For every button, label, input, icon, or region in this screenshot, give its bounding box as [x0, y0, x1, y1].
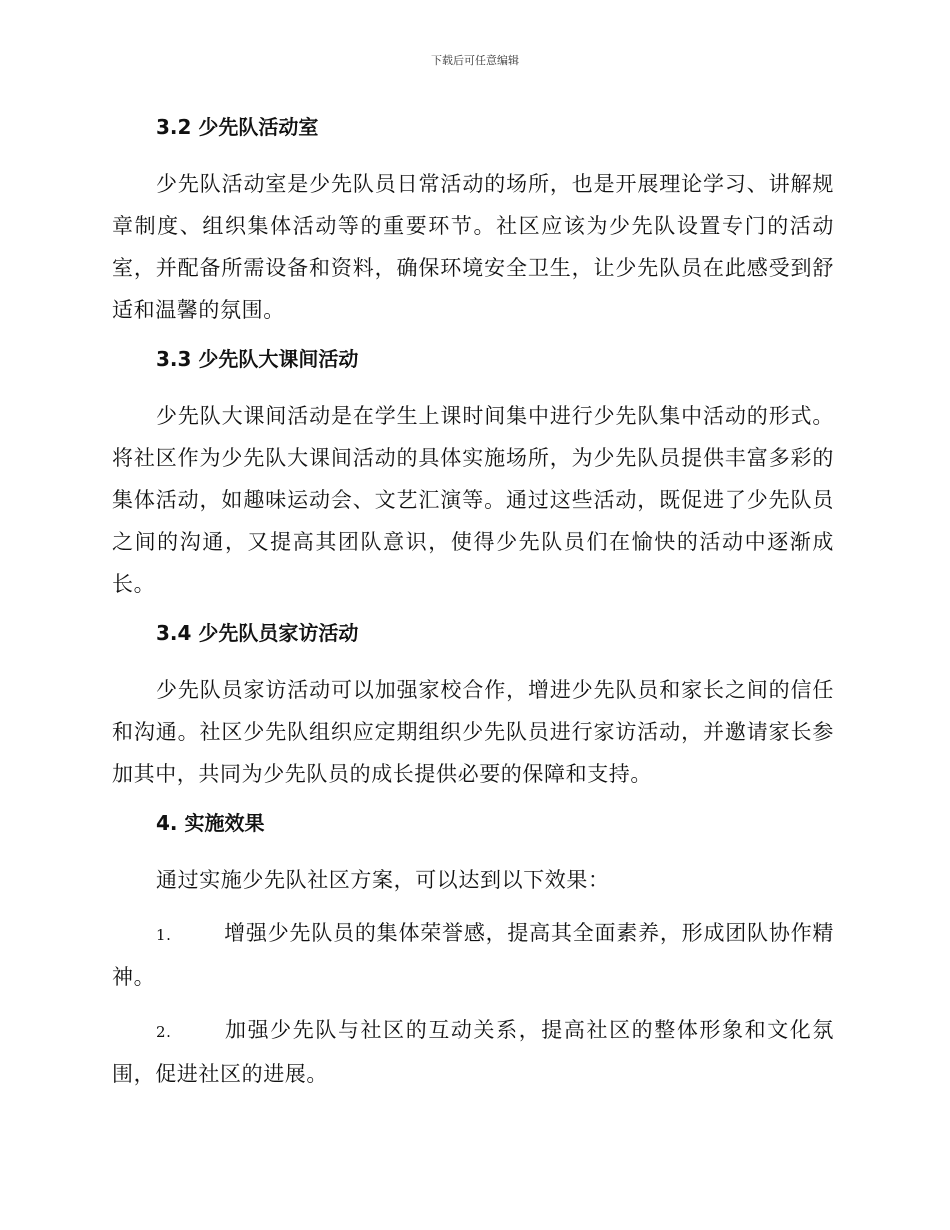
- effect-text: 加强少先队与社区的互动关系，提高社区的整体形象和文化氛围，促进社区的进展。: [112, 1018, 834, 1086]
- section-paragraph-4: 通过实施少先队社区方案，可以达到以下效果：: [156, 868, 610, 892]
- section-paragraph-3-4: 少先队员家访活动可以加强家校合作，增进少先队员和家长之间的信任和沟通。社区少先队组织应定期组织少先队员进行家访活动，并邀请家长参加其中，共同为少先队员的成长提供必要的保障和支持。: [112, 678, 834, 786]
- section-heading-3-2: 3.2 少先队活动室: [156, 115, 319, 139]
- header-note: 下载后可任意编辑: [431, 54, 519, 67]
- section-paragraph-3-2: 少先队活动室是少先队员日常活动的场所，也是开展理论学习、讲解规章制度、组织集体活动等的重要环节。社区应该为少先队设置专门的活动室，并配备所需设备和资料，确保环境安全卫生，让少先队员在此感受到舒适和温馨的氛围。: [112, 172, 834, 322]
- effect-list-item: [112, 912, 834, 998]
- effect-list-item: [112, 1009, 834, 1095]
- section-paragraph-3-3: 少先队大课间活动是在学生上课时间集中进行少先队集中活动的形式。将社区作为少先队大课间活动的具体实施场所，为少先队员提供丰富多彩的集体活动，如趣味运动会、文艺汇演等。通过这些活动，既促进了少先队员之间的沟通，又提高其团队意识，使得少先队员们在愉快的活动中逐渐成长。: [112, 404, 834, 596]
- effect-number: 1.: [156, 926, 172, 944]
- section-heading-4: 4. 实施效果: [156, 811, 265, 835]
- document-content: [112, 108, 834, 1095]
- effect-number: 2.: [156, 1023, 172, 1041]
- effect-text: 增强少先队员的集体荣誉感，提高其全面素养，形成团队协作精神。: [112, 921, 834, 989]
- section-heading-3-3: 3.3 少先队大课间活动: [156, 347, 359, 371]
- section-heading-3-4: 3.4 少先队员家访活动: [156, 621, 359, 645]
